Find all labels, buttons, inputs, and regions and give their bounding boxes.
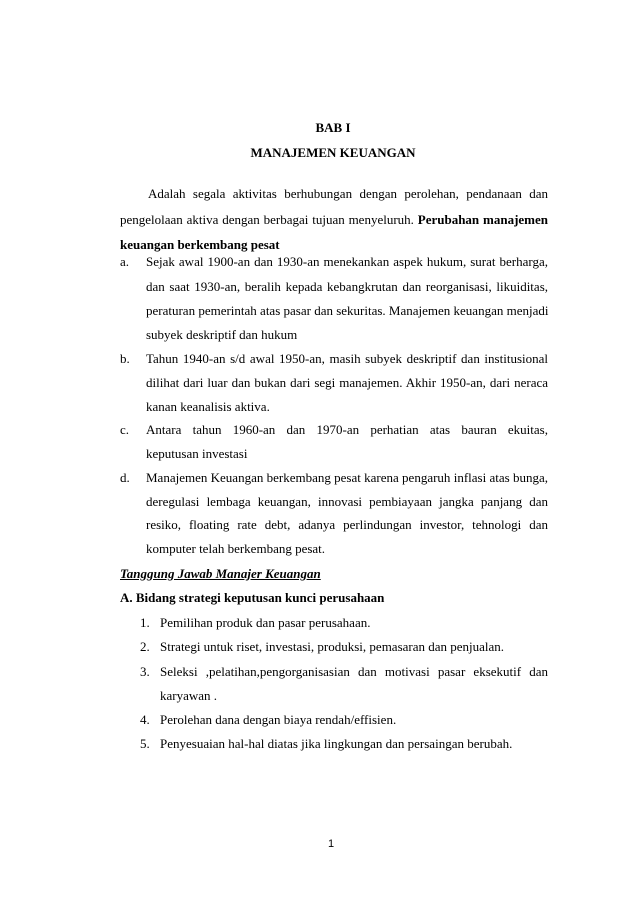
history-line: komputer telah berkembang pesat. [146, 541, 326, 556]
history-line: resiko, floating rate debt, adanya perlindungan investor, tehnologi dan [146, 517, 548, 532]
strategy-text: Perolehan dana dengan biaya rendah/effisien. [160, 712, 397, 727]
history-marker: d. [120, 470, 130, 485]
chapter-title: MANAJEMEN KEUANGAN [250, 145, 416, 160]
intro-line-2-text: pengelolaan aktiva dengan berbagai tujuan menyeluruh. [120, 212, 414, 227]
strategy-text: Seleksi ,pelatihan,pengorganisasian dan motivasi pasar eksekutif dan [160, 664, 548, 679]
history-line: peraturan pemerintah atas pasar dan sekuritas. Manajemen keuangan menjadi [146, 303, 549, 318]
intro-line-2 [120, 212, 548, 228]
history-marker: a. [120, 254, 130, 269]
strategy-number: 5. [140, 736, 150, 751]
intro-line-3-bold: keuangan berkembang pesat [120, 237, 280, 252]
subsection-heading: A. Bidang strategi keputusan kunci perusahaan [120, 590, 385, 605]
strategy-text: karyawan . [160, 688, 218, 703]
history-line: Tahun 1940-an s/d awal 1950-an, masih subyek deskriptif dan institusional [146, 351, 548, 366]
section-heading: Tanggung Jawab Manajer Keuangan [120, 566, 321, 581]
strategy-text: Strategi untuk riset, investasi, produksi, pemasaran dan penjualan. [160, 639, 505, 654]
history-line: deregulasi lembaga keuangan, innovasi pembiayaan jangka panjang dan [146, 494, 548, 509]
history-line: kanan keanalisis aktiva. [146, 399, 270, 414]
strategy-number: 2. [140, 639, 150, 654]
history-line: dilihat dari luar dan bukan dari segi manajemen. Akhir 1950-an, dari neraca [146, 375, 548, 390]
history-line: Manajemen Keuangan berkembang pesat karena pengaruh inflasi atas bunga, [146, 470, 548, 485]
page-number: 1 [327, 838, 335, 850]
intro-line-2-bold: Perubahan manajemen [417, 212, 548, 227]
history-marker: b. [120, 351, 130, 366]
history-line: dan saat 1930-an, beralih kepada kebangkrutan dan reorganisasi, likuiditas, [146, 279, 548, 294]
history-line: keputusan investasi [146, 446, 248, 461]
chapter-label: BAB I [315, 120, 351, 135]
history-line: Antara tahun 1960-an dan 1970-an perhatian atas bauran ekuitas, [146, 422, 548, 437]
history-line: Sejak awal 1900-an dan 1930-an menekankan aspek hukum, surat berharga, [146, 254, 548, 269]
strategy-text: Pemilihan produk dan pasar perusahaan. [160, 615, 371, 630]
history-marker: c. [120, 422, 130, 437]
strategy-text: Penyesuaian hal-hal diatas jika lingkungan dan persaingan berubah. [160, 736, 513, 751]
history-line: subyek deskriptif dan hukum [146, 327, 298, 342]
strategy-number: 4. [140, 712, 150, 727]
strategy-number: 3. [140, 664, 150, 679]
intro-line-1: Adalah segala aktivitas berhubungan dengan perolehan, pendanaan dan [148, 186, 548, 201]
strategy-number: 1. [140, 615, 150, 630]
